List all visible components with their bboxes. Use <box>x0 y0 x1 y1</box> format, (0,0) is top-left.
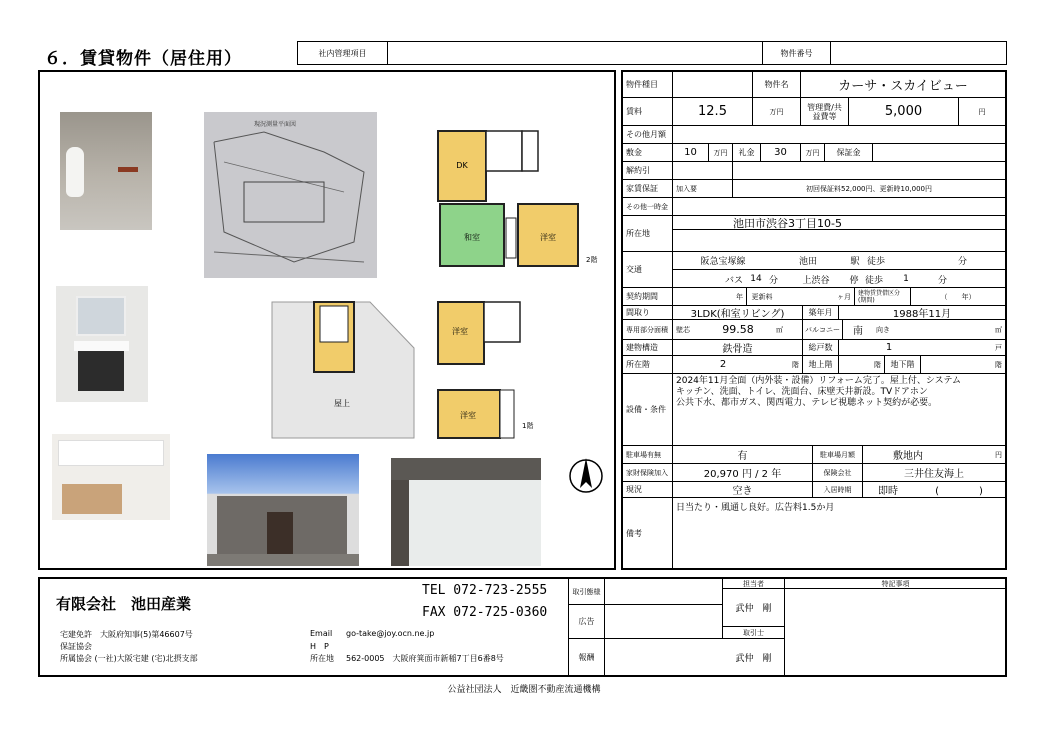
company-section <box>38 577 1007 677</box>
dealer-label: 取引士 <box>723 627 785 639</box>
area-prefix: 壁芯 <box>676 325 690 334</box>
deposit-label: 敷金 <box>623 144 673 161</box>
floor-plan-2f <box>420 128 600 284</box>
rent-guarantee-value: 加入要 <box>673 180 733 197</box>
mgmt-label: 社内管理項目 <box>298 42 388 64</box>
header-table <box>297 41 1007 65</box>
walk2-unit: 分 <box>937 275 947 286</box>
property-name: カーサ・スカイビュー <box>838 79 968 94</box>
tradeable-label: 取引態様 <box>569 579 605 605</box>
address-label: 所在地 <box>623 216 673 251</box>
footer-org: 公益社団法人 近畿圏不動産流通機構 <box>447 685 601 695</box>
rent-label: 賃料 <box>623 98 673 125</box>
insurance-label: 家財保険加入 <box>623 464 673 481</box>
exterior-photo <box>207 454 359 566</box>
deposit-unit: 万円 <box>709 144 733 161</box>
facility-line-2: キッチン、洗面、トイレ、洗面台、床壁天井新設。TVドアホン <box>676 387 928 397</box>
plan-wa: 和室 <box>464 233 480 242</box>
guarantee-label: 保証金 <box>825 144 873 161</box>
parking-value: 有 <box>673 446 813 463</box>
cancel-value <box>673 162 733 179</box>
company-name: 有限会社 池田産業 <box>56 595 192 613</box>
renewal-label: 更新料 <box>747 288 777 305</box>
key-money-value: 30 <box>761 144 801 161</box>
layout-value: 3LDK(和室リビング) <box>673 306 803 319</box>
insurer-value: 三井住友海上 <box>904 469 964 480</box>
type-value <box>673 72 753 97</box>
floor-label: 所在階 <box>623 356 673 373</box>
company-fax: FAX 072-725-0360 <box>422 605 548 620</box>
area-label: 専用部分面積 <box>623 320 673 339</box>
company-guarantee: 保証協会 <box>60 642 92 651</box>
status-value: 空き <box>673 482 813 497</box>
eki-label: 駅 <box>850 257 860 267</box>
insurance-value: 20,970 円 / 2 年 <box>673 464 813 481</box>
transport-label: 交通 <box>623 252 673 287</box>
walk2-label: 徒歩 <box>865 275 884 286</box>
other-one-time-label: その他一時金 <box>623 198 673 215</box>
deposit-value: 10 <box>673 144 709 161</box>
units-unit: 戸 <box>995 343 1002 352</box>
company-tel: TEL 072-723-2555 <box>422 583 548 598</box>
lease-type-label: 建物賃貸借区分(期間) <box>855 288 911 305</box>
mgmt-fee-label: 管理費/共益費等 <box>801 98 849 125</box>
addr-value: 562-0005 大阪府箕面市新稲7丁目6番8号 <box>346 654 504 663</box>
compass-icon <box>566 454 606 494</box>
rooftop-photo <box>391 458 541 566</box>
email-value: go-take@joy.ocn.ne.jp <box>346 629 435 638</box>
floor-plan-1f <box>436 300 536 442</box>
plan-dk: DK <box>456 161 468 170</box>
status-label: 現況 <box>623 482 673 497</box>
rent-guarantee-note: 初回保証料52,000円、更新時10,000円 <box>806 184 932 193</box>
parking-fee-value: 敷地内 <box>893 451 923 462</box>
move-in-value: 即時 <box>878 486 898 497</box>
hp-label: H P <box>310 642 329 651</box>
mgmt-fee-value: 5,000 <box>849 98 959 125</box>
above-label: 地上階 <box>803 356 839 373</box>
move-in-label: 入居時期 <box>813 482 863 497</box>
facility-line-1: 2024年11月全面（内外装・設備）リフォーム完了。屋上付、システム <box>676 376 962 386</box>
balcony-dir: 南 <box>853 326 863 337</box>
walk2-min: 1 <box>903 274 909 284</box>
plan-1f-label: 1階 <box>522 422 534 430</box>
survey-title: 現況測量平面図 <box>254 121 297 128</box>
staff-label: 担当者 <box>723 579 785 589</box>
rooftop-plan <box>270 300 416 440</box>
company-assoc: 所属協会 (一社)大阪宅建 (宅)北摂支部 <box>60 654 198 663</box>
fee-label: 報酬 <box>569 639 605 675</box>
staff-name: 武仲 剛 <box>723 589 785 627</box>
balcony-unit: ㎡ <box>995 325 1002 334</box>
kitchen-photo <box>52 434 170 520</box>
insurer-label: 保険会社 <box>813 464 863 481</box>
toilet-photo <box>60 112 152 230</box>
remarks-label: 備考 <box>623 498 673 568</box>
parking-label: 駐車場有無 <box>623 446 673 463</box>
plan-yo: 洋室 <box>540 233 556 242</box>
name-label: 物件名 <box>753 72 801 97</box>
walk-label: 徒歩 <box>867 257 886 267</box>
above-unit: 階 <box>839 356 885 373</box>
built-value: 1988年11月 <box>892 309 952 319</box>
prop-no-value <box>831 42 1006 64</box>
rent-unit: 万円 <box>753 98 801 125</box>
parking-fee-unit: 円 <box>995 450 1002 459</box>
type-label: 物件種目 <box>623 72 673 97</box>
key-money-unit: 万円 <box>801 144 825 161</box>
contract-unit: 年 <box>673 288 747 305</box>
page-title: ６．賃貸物件（居住用） <box>44 49 242 69</box>
survey-map <box>204 112 377 278</box>
line-name: 阪急宝塚線 <box>700 257 746 267</box>
balcony-muki: 向き <box>876 325 890 334</box>
other-fee-label: その他月額 <box>623 126 673 143</box>
balcony-label: バルコニー <box>803 320 843 339</box>
units-label: 総戸数 <box>803 340 839 355</box>
built-label: 築年月 <box>803 306 839 319</box>
tei-label: 停 <box>849 275 859 286</box>
structure-value: 鉄骨造 <box>673 340 803 355</box>
mgmt-value <box>388 42 763 64</box>
remarks-value: 日当たり・風通し良好。広告料1.5か月 <box>676 503 835 513</box>
address-value: 池田市渋谷3丁目10-5 <box>673 216 1005 230</box>
lease-type-value: （ 年） <box>940 292 976 301</box>
image-panel <box>38 70 616 570</box>
rent-value: 12.5 <box>673 98 753 125</box>
plan-2f-label: 2階 <box>586 256 598 264</box>
move-in-paren: ( ) <box>935 486 983 497</box>
property-info-table <box>621 70 1007 570</box>
parking-fee-label: 駐車場月額 <box>813 446 863 463</box>
contract-label: 契約期間 <box>623 288 673 305</box>
company-license: 宅建免許 大阪府知事(5)第46607号 <box>60 630 193 639</box>
plan-1f-yo2: 洋室 <box>460 411 476 420</box>
email-label: Email <box>310 629 333 638</box>
station-name: 池田 <box>798 257 817 267</box>
bus-unit: 分 <box>769 275 779 286</box>
addr-label: 所在地 <box>310 654 334 663</box>
floor-value: 2 <box>719 359 727 370</box>
below-unit: 階 <box>995 360 1002 369</box>
area-value: 99.58 <box>722 323 754 336</box>
bus-label: バス <box>724 275 743 286</box>
facility-label: 設備・条件 <box>623 374 673 445</box>
cancel-label: 解約引 <box>623 162 673 179</box>
facility-line-3: 公共下水、都市ガス、関西電力、テレビ視聴ネット契約が必要。 <box>676 398 938 408</box>
below-label: 地下階 <box>885 356 921 373</box>
ad-label: 広告 <box>569 605 605 639</box>
mgmt-fee-unit: 円 <box>978 107 986 116</box>
walk-unit: 分 <box>957 257 967 267</box>
key-money-label: 礼金 <box>733 144 761 161</box>
prop-no-label: 物件番号 <box>763 42 831 64</box>
floor-unit: 階 <box>773 356 803 373</box>
layout-label: 間取り <box>623 306 673 319</box>
rent-guarantee-label: 家賃保証 <box>623 180 673 197</box>
bus-min: 14 <box>750 274 762 284</box>
area-unit: ㎡ <box>773 320 803 339</box>
renewal-unit: ヶ月 <box>777 288 855 305</box>
notes-label: 特記事項 <box>785 579 1006 589</box>
dealer-name: 武仲 剛 <box>723 639 785 675</box>
plan-1f-yo1: 洋室 <box>452 327 468 336</box>
plan-rooftop: 屋上 <box>334 399 350 408</box>
structure-label: 建物構造 <box>623 340 673 355</box>
bus-stop: 上渋谷 <box>802 275 830 286</box>
units-value: 1 <box>885 342 893 353</box>
vanity-photo <box>56 286 148 402</box>
guarantee-value <box>873 144 1005 161</box>
other-fee-value <box>673 126 1005 143</box>
